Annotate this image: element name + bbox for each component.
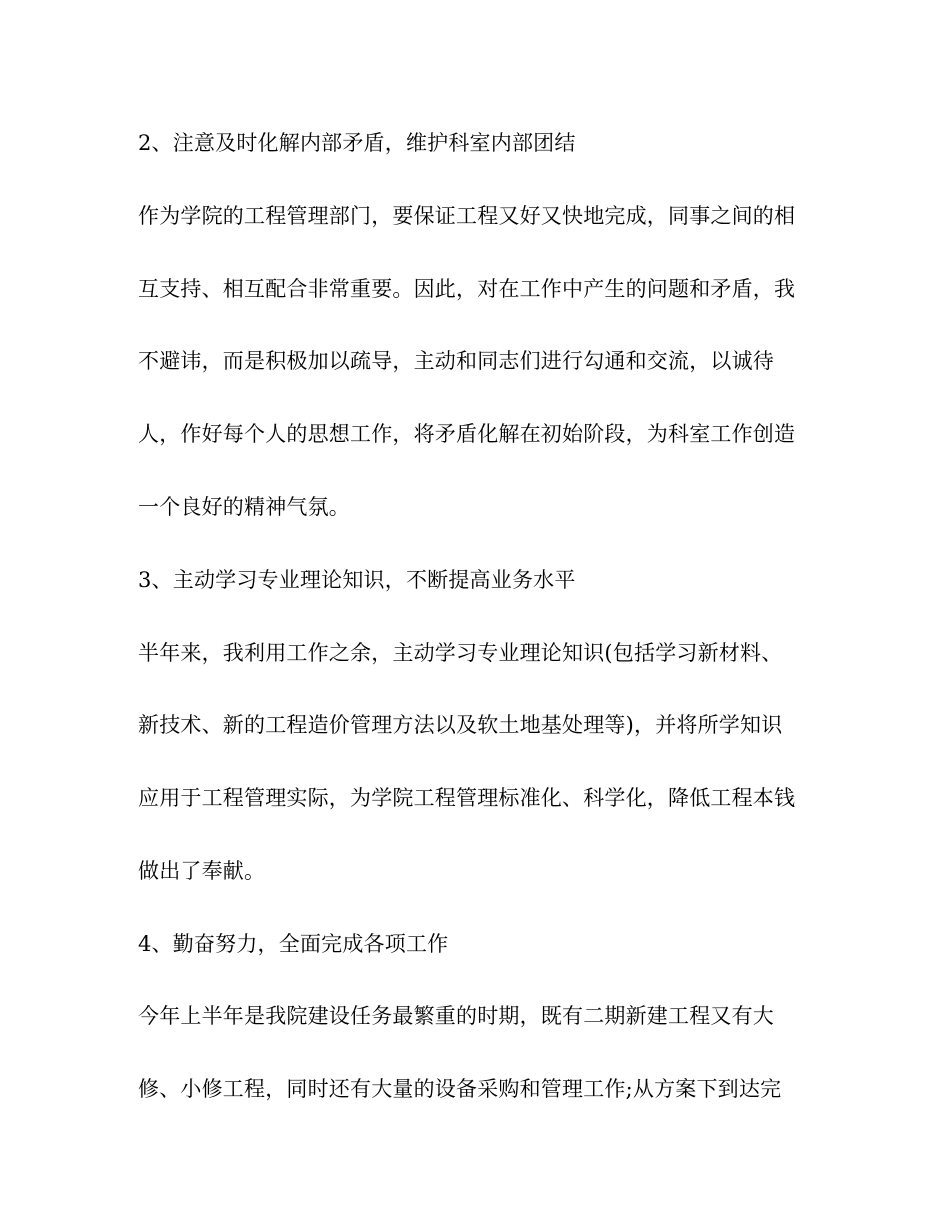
paragraph-line: 作为学院的工程管理部门，要保证工程又好又快地完成，同事之间的相 — [138, 204, 796, 228]
paragraph-line: 互支持、相互配合非常重要。因此，对在工作中产生的问题和矛盾，我 — [138, 277, 796, 301]
paragraph-line: 今年上半年是我院建设任务最繁重的时期，既有二期新建工程又有大 — [138, 1004, 774, 1028]
paragraph-line: 半年来，我利用工作之余，主动学习专业理论知识(包括学习新材料、 — [138, 641, 783, 665]
paragraph-line: 新技术、新的工程造价管理方法以及软土地基处理等)，并将所学知识 — [138, 713, 783, 737]
section-heading-3: 3、主动学习专业理论知识，不断提高业务水平 — [138, 568, 576, 592]
paragraph-line: 做出了奉献。 — [138, 859, 266, 883]
paragraph-line: 不避讳，而是积极加以疏导，主动和同志们进行勾通和交流，以诚待 — [138, 349, 774, 373]
paragraph-line: 一个良好的精神气氛。 — [138, 495, 350, 519]
paragraph-line: 应用于工程管理实际，为学院工程管理标准化、科学化，降低工程本钱 — [138, 786, 796, 810]
section-heading-2: 2、注意及时化解内部矛盾，维护科室内部团结 — [138, 131, 576, 155]
paragraph-line: 人，作好每个人的思想工作，将矛盾化解在初始阶段，为科室工作创造 — [138, 422, 796, 446]
section-heading-4: 4、勤奋努力，全面完成各项工作 — [138, 932, 449, 956]
paragraph-line: 修、小修工程，同时还有大量的设备采购和管理工作;从方案下到达完 — [138, 1077, 782, 1101]
